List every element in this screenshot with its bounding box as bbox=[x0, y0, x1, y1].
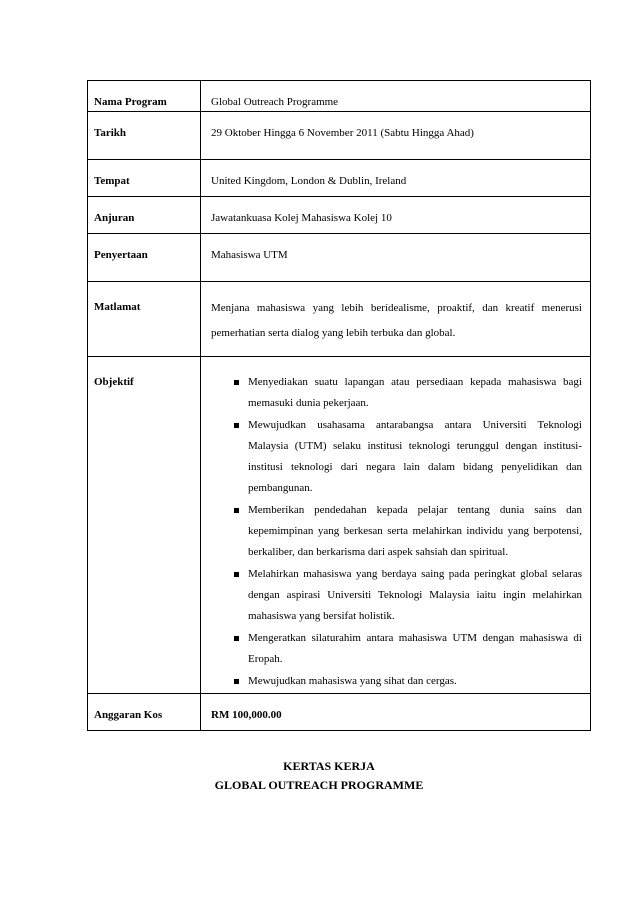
table-row-objektif bbox=[88, 357, 591, 694]
square-bullet-icon bbox=[234, 380, 239, 385]
objektif-list bbox=[211, 372, 582, 692]
table-row-penyertaan bbox=[88, 234, 591, 282]
objektif-item-text: Memberikan pendedahan kepada pelajar tentang dunia sains dan kepemimpinan yang berkesan serta melahirkan individu yang berpotensi, berkaliber, dan berkarisma dari aspek sahsiah dan spiritual. bbox=[248, 504, 582, 558]
penyertaan-label: Penyertaan bbox=[88, 234, 201, 282]
objektif-item-text: Menyediakan suatu lapangan atau persediaan kepada mahasiswa bagi memasuki dunia pekerjaan. bbox=[248, 376, 582, 409]
penyertaan-value: Mahasiswa UTM bbox=[201, 234, 591, 282]
square-bullet-icon bbox=[234, 679, 239, 684]
anjuran-value: Jawatankuasa Kolej Mahasiswa Kolej 10 bbox=[201, 197, 591, 234]
list-item bbox=[234, 415, 582, 499]
table-row-matlamat bbox=[88, 282, 591, 357]
square-bullet-icon bbox=[234, 636, 239, 641]
table-row-nama-program bbox=[88, 81, 591, 112]
tempat-value: United Kingdom, London & Dublin, Ireland bbox=[201, 160, 591, 197]
list-item bbox=[234, 671, 582, 692]
nama-program-label: Nama Program bbox=[88, 81, 201, 112]
matlamat-value: Menjana mahasiswa yang lebih berídealisme, proaktif, dan kreatif menerusi pemerhatian serta dialog yang lebih terbuka dan global. bbox=[211, 302, 582, 339]
square-bullet-icon bbox=[234, 572, 239, 577]
objektif-cell bbox=[201, 357, 591, 694]
tempat-label: Tempat bbox=[88, 160, 201, 197]
nama-program-value: Global Outreach Programme bbox=[201, 81, 591, 112]
objektif-label: Objektif bbox=[88, 357, 201, 694]
list-item bbox=[234, 628, 582, 670]
anggaran-kos-value: RM 100,000.00 bbox=[201, 694, 591, 731]
matlamat-label: Matlamat bbox=[88, 282, 201, 357]
objektif-item-text: Mengeratkan silaturahim antara mahasiswa UTM dengan mahasiswa di Eropah. bbox=[248, 632, 582, 665]
table-row-tarikh bbox=[88, 112, 591, 160]
anggaran-kos-label: Anggaran Kos bbox=[88, 694, 201, 731]
table-row-anjuran bbox=[88, 197, 591, 234]
objektif-item-text: Melahirkan mahasiswa yang berdaya saing pada peringkat global selaras dengan aspirasi Universiti Teknologi Malaysia iaitu ingin melahirkan mahasiswa yang bersifat holistik. bbox=[248, 568, 582, 622]
objektif-item-text: Mewujudkan mahasiswa yang sihat dan cergas. bbox=[248, 675, 457, 687]
document-title-line2: GLOBAL OUTREACH PROGRAMME bbox=[214, 778, 424, 792]
square-bullet-icon bbox=[234, 508, 239, 513]
tarikh-value: 29 Oktober Hingga 6 November 2011 (Sabtu Hingga Ahad) bbox=[201, 112, 591, 160]
table-row-tempat bbox=[88, 160, 591, 197]
list-item bbox=[234, 564, 582, 627]
square-bullet-icon bbox=[234, 423, 239, 428]
list-item bbox=[234, 500, 582, 563]
program-info-table bbox=[87, 80, 591, 731]
list-item bbox=[234, 372, 582, 414]
anjuran-label: Anjuran bbox=[88, 197, 201, 234]
document-title-line1: KERTAS KERJA bbox=[283, 759, 375, 773]
matlamat-cell bbox=[201, 282, 591, 357]
tarikh-label: Tarikh bbox=[88, 112, 201, 160]
table-row-anggaran-kos bbox=[88, 694, 591, 731]
objektif-item-text: Mewujudkan usahasama antarabangsa antara Universiti Teknologi Malaysia (UTM) selaku institusi teknologi terunggul dengan institusi-institusi teknologi dari negara lain dalam bidang penyelidikan dan pembangunan. bbox=[248, 419, 582, 494]
